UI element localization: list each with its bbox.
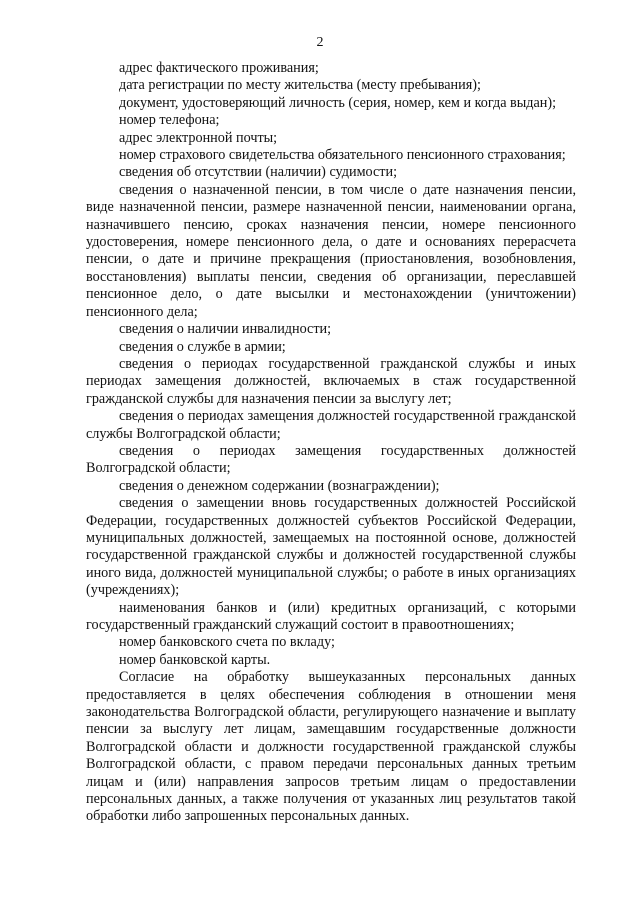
paragraph-registration-date: дата регистрации по месту жительства (месту пребывания); [119,77,481,94]
paragraph-identity-document: документ, удостоверяющий личность (серия, номер, кем и когда выдан); [119,94,557,111]
paragraph-bank-names: наименования банков и (или) кредитных организаций, с которыми государственный гражданский служащий состоит в правоотношениях; [86,599,576,633]
paragraph-civil-service-periods: сведения о периодах государственной гражданской службы и иных периодах замещения должностей, включаемых в стаж государственной гражданской службы для назначения пенсии за выслугу лет; [86,355,576,407]
page-number: 2 [316,35,324,50]
paragraph-criminal-record: сведения об отсутствии (наличии) судимости; [119,164,398,181]
paragraph-email-address: адрес электронной почты; [119,129,278,146]
paragraph-phone-number: номер телефона; [119,112,220,129]
paragraph-regional-service-periods: сведения о периодах замещения должностей государственной гражданской службы Волгоградской области; [86,408,576,442]
paragraph-disability: сведения о наличии инвалидности; [119,321,332,338]
paragraph-new-positions: сведения о замещении вновь государственных должностей Российской Федерации, государственных должностей субъектов Российской Федерации, муниципальных должностей, замещаемых на постоянной основе, должностей государственной гражданской службы и должностей государственной службы иного вида, должностей муниципальной службы; о работе в иных организациях (учреждениях); [86,495,576,599]
paragraph-army-service: сведения о службе в армии; [119,338,286,355]
paragraph-state-positions-periods: сведения о периодах замещения государственных должностей Волгоградской области; [86,442,576,477]
paragraph-residence-address: адрес фактического проживания; [119,60,319,76]
paragraph-insurance-certificate: номер страхового свидетельства обязательного пенсионного страхования; [119,147,566,164]
document-body [86,60,576,826]
paragraph-consent: Согласие на обработку вышеуказанных персональных данных предоставляется в целях обеспечения соблюдения в отношении меня законодательства Волгоградской области, регулирующего назначение и выплату пенсии за выслугу лет лицам, замещавшим государственные должности Волгоградской области и должности государственной гражданской службы Волгоградской области, с правом передачи персональных данных третьим лицам и (или) направления запросов третьим лицам о предоставлении персональных данных, а также получения от указанных лиц результатов такой обработки либо запрошенных персональных данных. [86,669,576,825]
paragraph-pension-info: сведения о назначенной пенсии, в том числе о дате назначения пенсии, виде назначенной пенсии, размере назначенной пенсии, наименовании органа, назначившего пенсию, сроках назначения пенсии, номере пенсионного удостоверения, номере пенсионного дела, о дате и основаниях перерасчета пенсии, о дате и причине прекращения (приостановления, возобновления, восстановления) выплаты пенсии, сведения об организации, переславшей пенсионное дело, о дате высылки и местонахождении (уничтожении) пенсионного дела; [86,181,576,320]
paragraph-bank-account: номер банковского счета по вкладу; [119,634,335,651]
paragraph-bank-card: номер банковской карты. [119,651,271,668]
paragraph-salary: сведения о денежном содержании (вознаграждении); [119,477,440,494]
